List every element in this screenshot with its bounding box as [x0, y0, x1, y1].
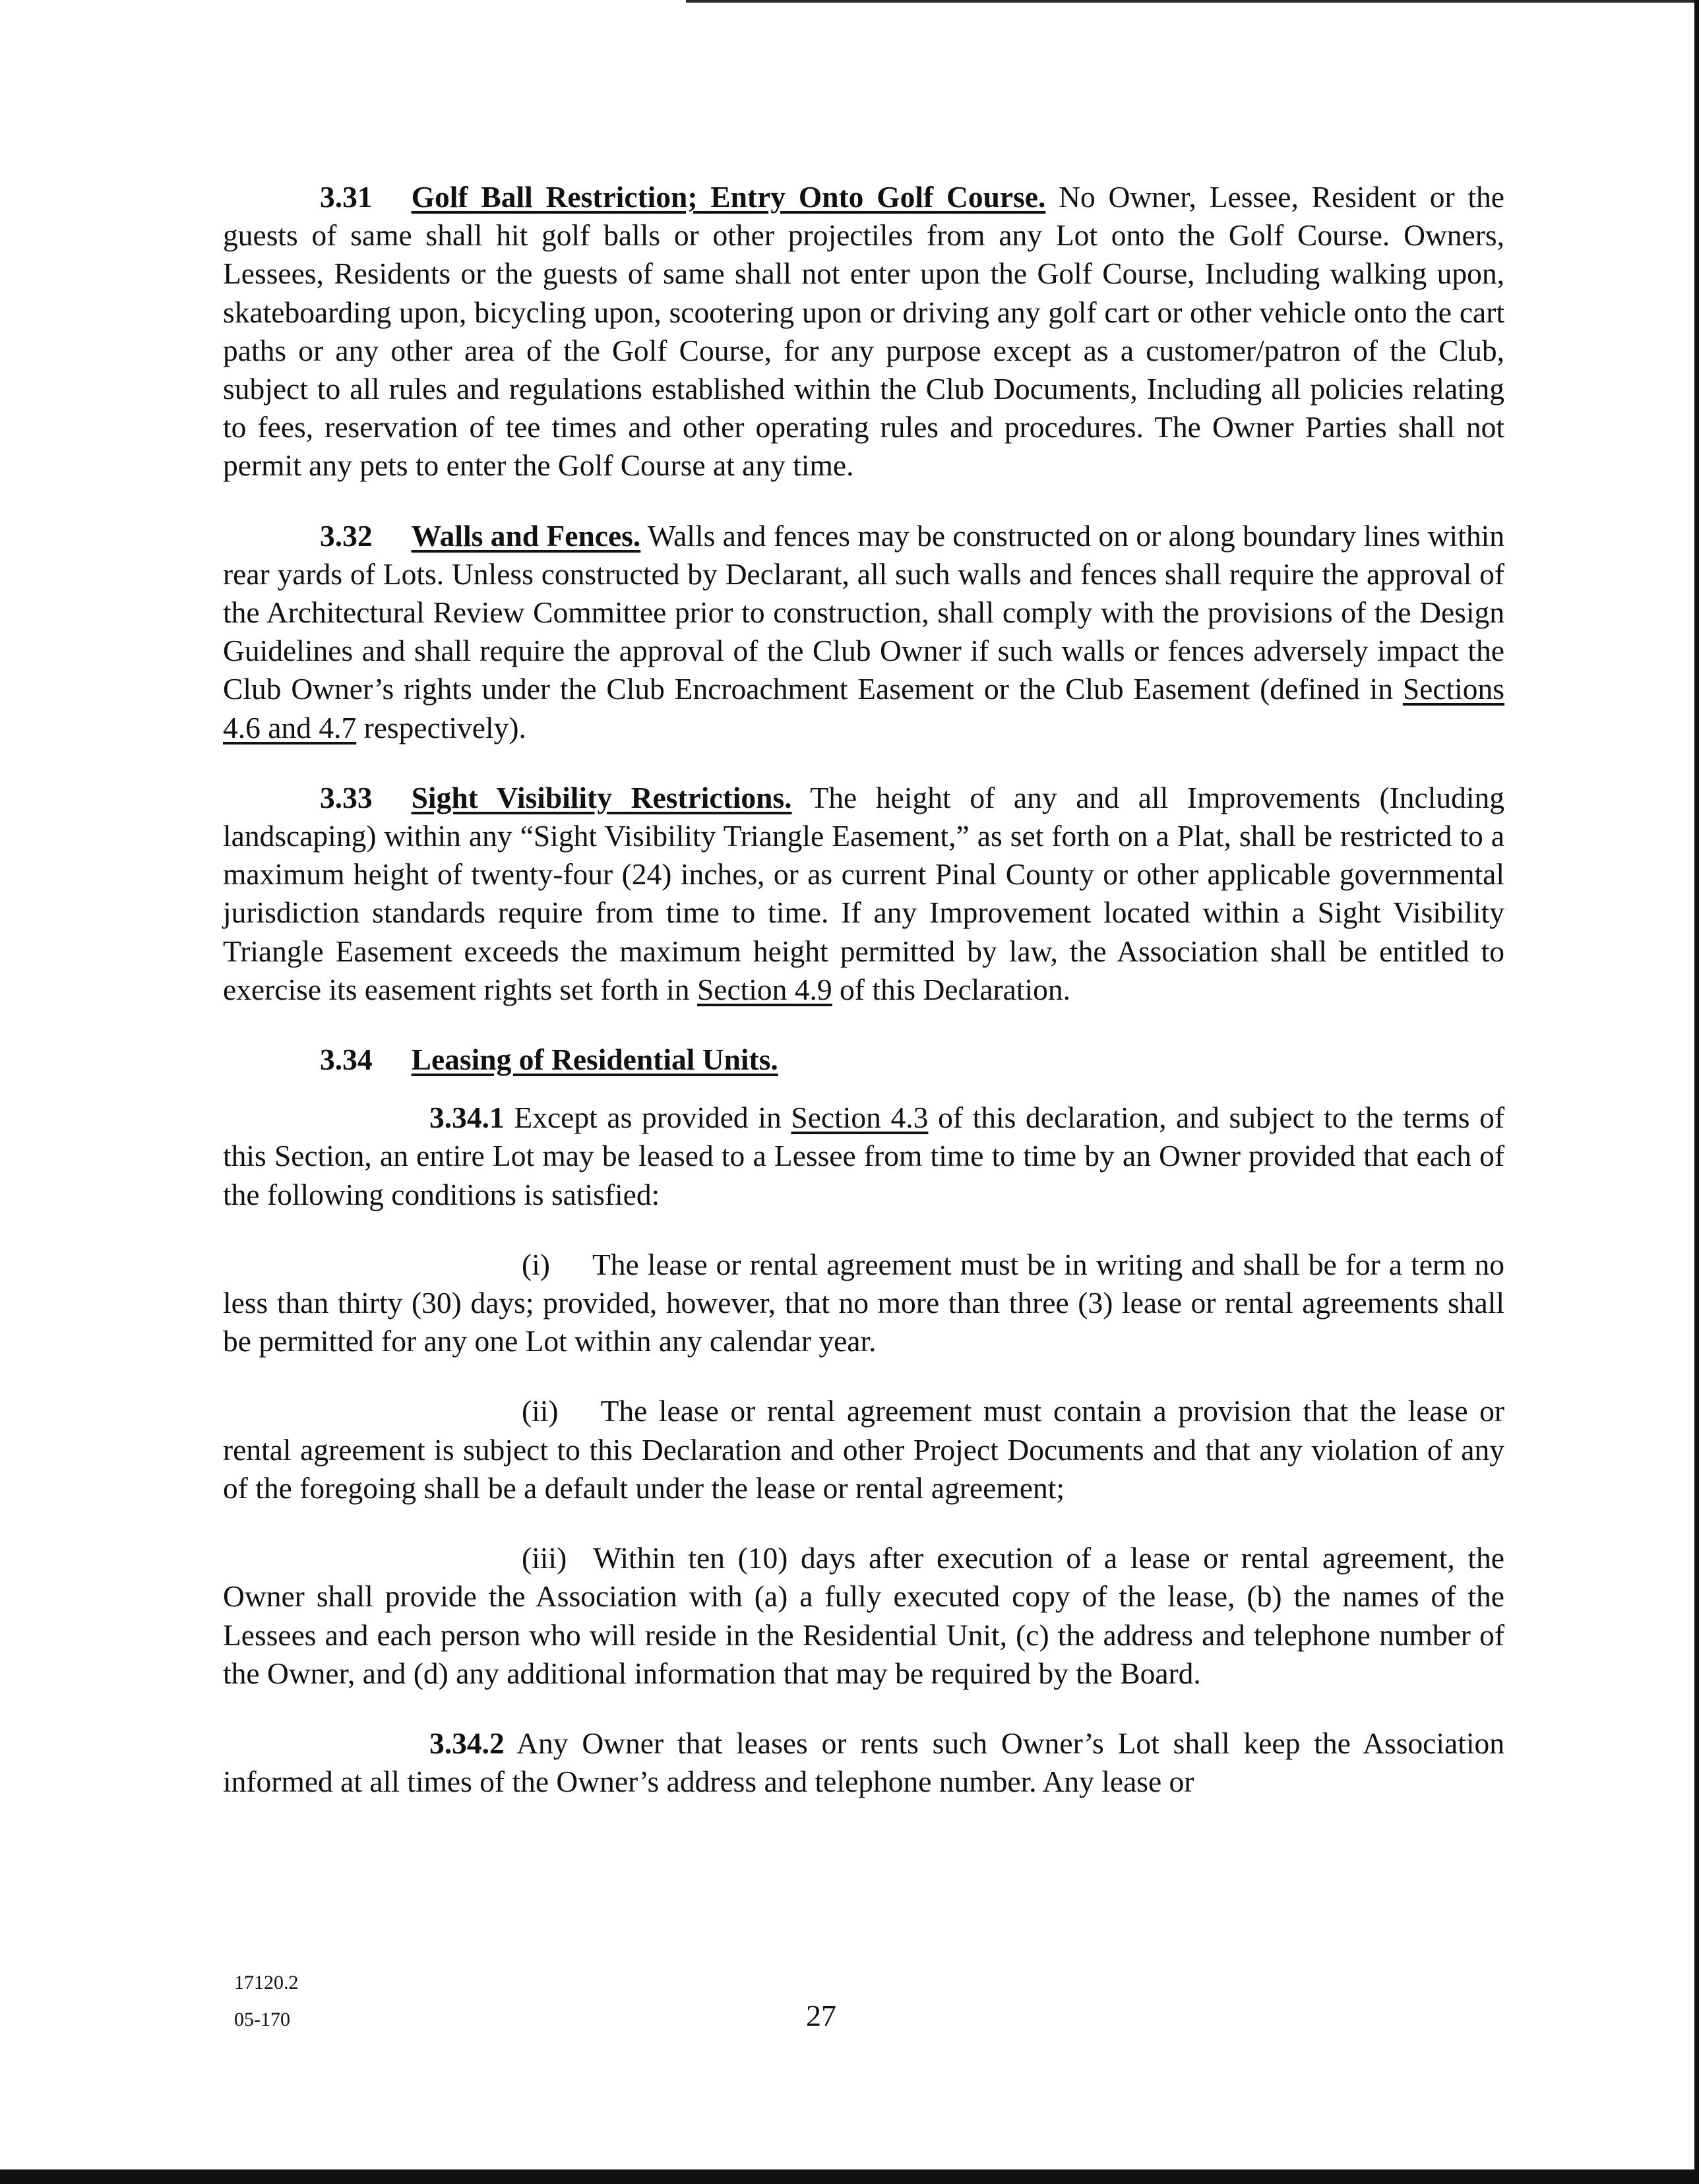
list-item-text: The lease or rental agreement must be in writing and shall be for a term no less than thirty (30) days; provided, however, that no more than three (3) lease or rental agreements shall be permitted for any one Lot within any calendar year. [223, 1247, 1504, 1358]
list-item-ii [223, 1392, 1504, 1507]
page-number: 27 [806, 1999, 836, 2032]
section-title: Golf Ball Restriction; Entry Onto Golf Course. [411, 180, 1046, 214]
document-body [223, 178, 1504, 1833]
scan-edge-right [1694, 0, 1699, 2184]
section-body: Walls and fences may be constructed on or along boundary lines within rear yards of Lots. Unless constructed by Declarant, all such walls and fences shall require the approval of the Architectural Review Committee prior to construction, shall comply with the provisions of the Design Guidelines and shall require the approval of the Club Owner if such walls or fences adversely impact the Club Owner’s rights under the Club Encroachment Easement or the Club Easement (defined in [223, 518, 1504, 706]
cross-reference-link[interactable]: Sections 4.6 and 4.7 [223, 672, 1504, 744]
section-body: The height of any and all Improvements (Including landscaping) within any “Sight Visibility Triangle Easement,” as set forth on a Plat, shall be restricted to a maximum height of twenty-four (24) inches, or as current Pinal County or other applicable governmental jurisdiction standards require from time to time. If any Improvement located within a Sight Visibility Triangle Easement exceeds the maximum height permitted by law, the Association shall be entitled to exercise its easement rights set forth in [223, 780, 1504, 1006]
section-number: 3.34 [320, 1043, 373, 1077]
list-item-iii [223, 1539, 1504, 1693]
section-body-end: of this Declaration. [832, 972, 1071, 1006]
section-number: 3.34.1 [429, 1101, 505, 1135]
list-item-text: The lease or rental agreement must contain a provision that the lease or rental agreement is subject to this Declaration and other Project Documents and that any violation of any of the foregoing shall be a default under the lease or rental agreement; [223, 1394, 1504, 1505]
file-code: 05-170 [234, 2009, 290, 2030]
section-title: Sight Visibility Restrictions. [411, 780, 792, 814]
section-body: Any Owner that leases or rents such Owner’s Lot shall keep the Association informed at all times of the Owner’s address and telephone number. Any lease or [223, 1726, 1504, 1799]
section-3-33 [223, 779, 1504, 1009]
document-code: 17120.2 [234, 1972, 299, 1993]
section-3-34-1 [223, 1099, 1504, 1214]
section-3-31 [223, 178, 1504, 485]
section-3-32 [223, 517, 1504, 747]
cross-reference-link[interactable]: Section 4.9 [696, 972, 832, 1006]
list-item-text: Within ten (10) days after execution of a lease or rental agreement, the Owner shall provide the Association with (a) a fully executed copy of the lease, (b) the names of the Lessees and each person who will reside in the Residential Unit, (c) the address and telephone number of the Owner, and (d) any additional information that may be required by the Board. [223, 1541, 1504, 1690]
section-3-34-2 [223, 1724, 1504, 1801]
scan-edge-line [686, 0, 1699, 3]
section-title: Leasing of Residential Units. [411, 1043, 778, 1077]
section-body: Except as provided in [504, 1101, 791, 1135]
section-number: 3.31 [320, 180, 373, 214]
section-title: Walls and Fences. [411, 518, 641, 553]
list-marker: (iii) [522, 1541, 567, 1575]
list-marker: (i) [522, 1247, 550, 1281]
scan-edge-bottom [0, 2169, 1699, 2184]
list-marker: (ii) [522, 1394, 559, 1428]
list-item-i [223, 1246, 1504, 1361]
section-body-end: respectively). [356, 710, 526, 744]
section-number: 3.33 [320, 780, 373, 814]
section-3-34 [223, 1041, 1504, 1079]
section-body-end: of this declaration, and subject to the terms of this Section, an entire Lot may be leased to a Lessee from time to time by an Owner provided that each of the following conditions is satisfied: [223, 1101, 1505, 1211]
cross-reference-link[interactable]: Section 4.3 [791, 1101, 929, 1135]
section-number: 3.34.2 [429, 1726, 505, 1760]
section-number: 3.32 [320, 518, 373, 553]
section-body: No Owner, Lessee, Resident or the guests of same shall hit golf balls or other projectiles from any Lot onto the Golf Course. Owners, Lessees, Residents or the guests of same shall not enter upon the Golf Course, Including walking upon, skateboarding upon, bicycling upon, scootering upon or driving any golf cart or other vehicle onto the cart paths or any other area of the Golf Course, for any purpose except as a customer/patron of the Club, subject to all rules and regulations established within the Club Documents, Including all policies relating to fees, reservation of tee times and other operating rules and procedures. The Owner Parties shall not permit any pets to enter the Golf Course at any time. [223, 180, 1504, 483]
